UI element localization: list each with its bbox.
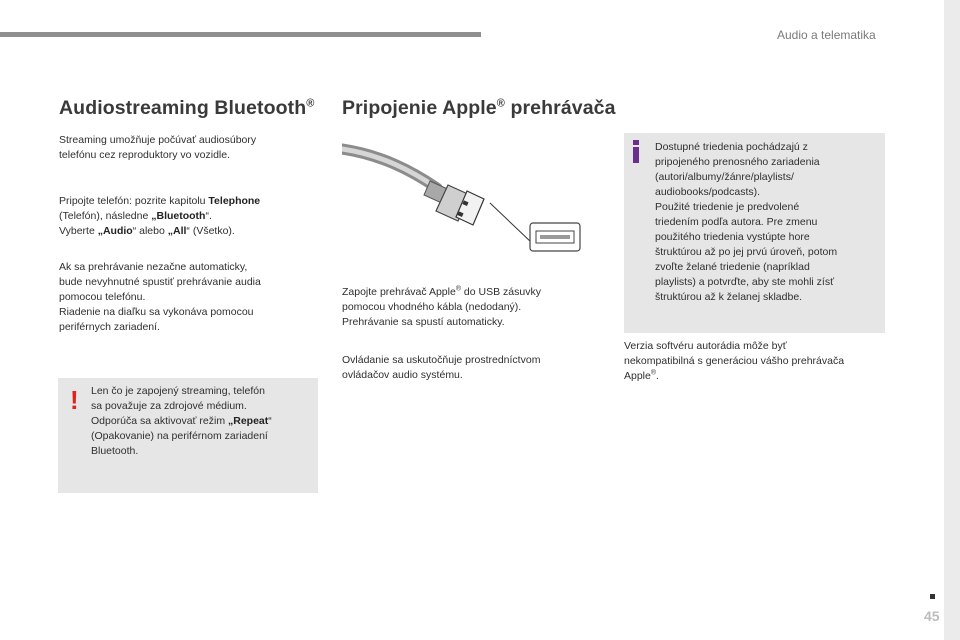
- control-paragraph: Ovládanie sa uskutočňuje prostredníctvom ovládačov audio systému.: [342, 354, 541, 381]
- intro-paragraph: Streaming umožňuje počúvať audiosúbory telefónu cez reproduktory vo vozidle.: [59, 134, 257, 161]
- usb-cable-illustration: [342, 133, 581, 253]
- info-text: Dostupné triedenia pochádzajú z pripojeného prenosného zariadenia (autori/albumy/žánre/playlists/ audiobooks/podcasts). Použité triedenie je predvolené triedením podľa autora. Pre zmenu použitého triedenia vystúpte hore štruktúrou až po jej prvú úroveň, potom zvoľte želané triedenie (napríklad playlists) a potvrďte, aby ste mohli zísť štruktúrou až k želanej skladbe.: [655, 141, 838, 303]
- page-marker: [930, 594, 935, 599]
- warning-text: Len čo je zapojený streaming, telefón sa považuje za zdrojové médium. Odporúča sa aktivovať režim „Repeat“ (Opakovanie) na periférnom zariadení Bluetooth.: [91, 385, 272, 457]
- auto-play-paragraph: Ak sa prehrávanie nezačne automaticky, bude nevyhnutné spustiť prehrávanie audia pomocou telefónu. Riadenie na diaľku sa vykonáva pomocou periférnych zariadení.: [59, 261, 261, 333]
- page-edge-strip: [944, 0, 960, 640]
- warning-icon: !: [70, 385, 79, 415]
- version-paragraph: Verzia softvéru autorádia môže byť nekompatibilná s generáciou vášho prehrávača Apple®.: [624, 340, 845, 382]
- section-title: Audio a telematika: [777, 28, 876, 42]
- info-icon: [632, 140, 640, 162]
- bluetooth-streaming-title: Audiostreaming Bluetooth®: [59, 97, 315, 119]
- pairing-paragraph: Pripojte telefón: pozrite kapitolu Telephone (Telefón), následne „Bluetooth“. Vyberte „Audio“ alebo „All“ (Všetko).: [59, 195, 261, 237]
- page-number: 45: [924, 608, 940, 624]
- apple-connection-title: Pripojenie Apple® prehrávača: [342, 97, 616, 119]
- connect-paragraph: Zapojte prehrávač Apple® do USB zásuvky pomocou vhodného kábla (nedodaný). Prehrávanie sa spustí automaticky.: [342, 285, 541, 328]
- header-rule: [0, 32, 481, 37]
